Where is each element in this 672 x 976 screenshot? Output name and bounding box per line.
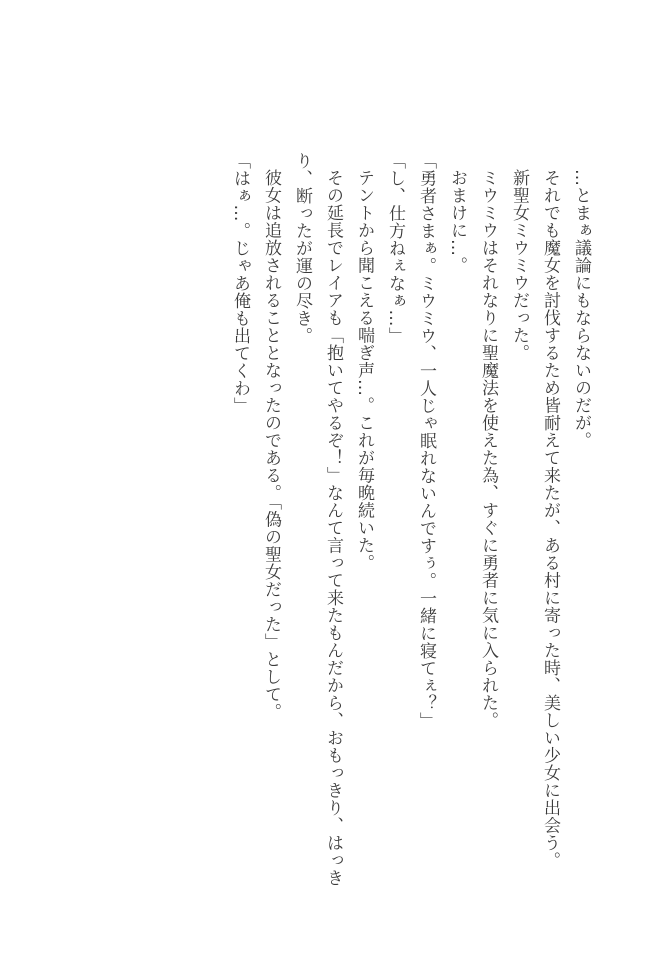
dialogue-line: 「し、仕方ねぇなぁ…」	[385, 152, 405, 345]
text-line: り、断ったが運の尽き。	[292, 152, 312, 345]
text-line: それでも魔女を討伐するため皆耐えて来たが、ある村に寄った時、美しい少女に出会う。	[540, 169, 560, 869]
text-line: ミウミウはそれなりに聖魔法を使えた為、すぐに勇者に気に入られた。	[478, 169, 498, 729]
dialogue-line: 「勇者さまぁ。ミウミウ、一人じゃ眠れないんですぅ。一緒に寝てぇ？」	[416, 152, 436, 730]
text-line: 新聖女ミウミウだった。	[509, 169, 529, 362]
text-line: おまけに…。	[447, 169, 467, 274]
text-line: 彼女は追放されることとなったのである。「偽の聖女だった」として。	[261, 169, 281, 721]
text-line: …とまぁ議論にもならないのだが。	[571, 169, 591, 449]
vertical-text-body	[224, 152, 596, 952]
text-line: テントから聞こえる喘ぎ声…。これが毎晩続いた。	[354, 169, 374, 572]
text-line: その延長でレイアも「抱いてやるぞ！」なんて言って来たもんだから、おもっきり、はっき	[323, 169, 343, 887]
dialogue-line: 「はぁ…。じゃあ俺も出てくわ」	[230, 152, 250, 415]
